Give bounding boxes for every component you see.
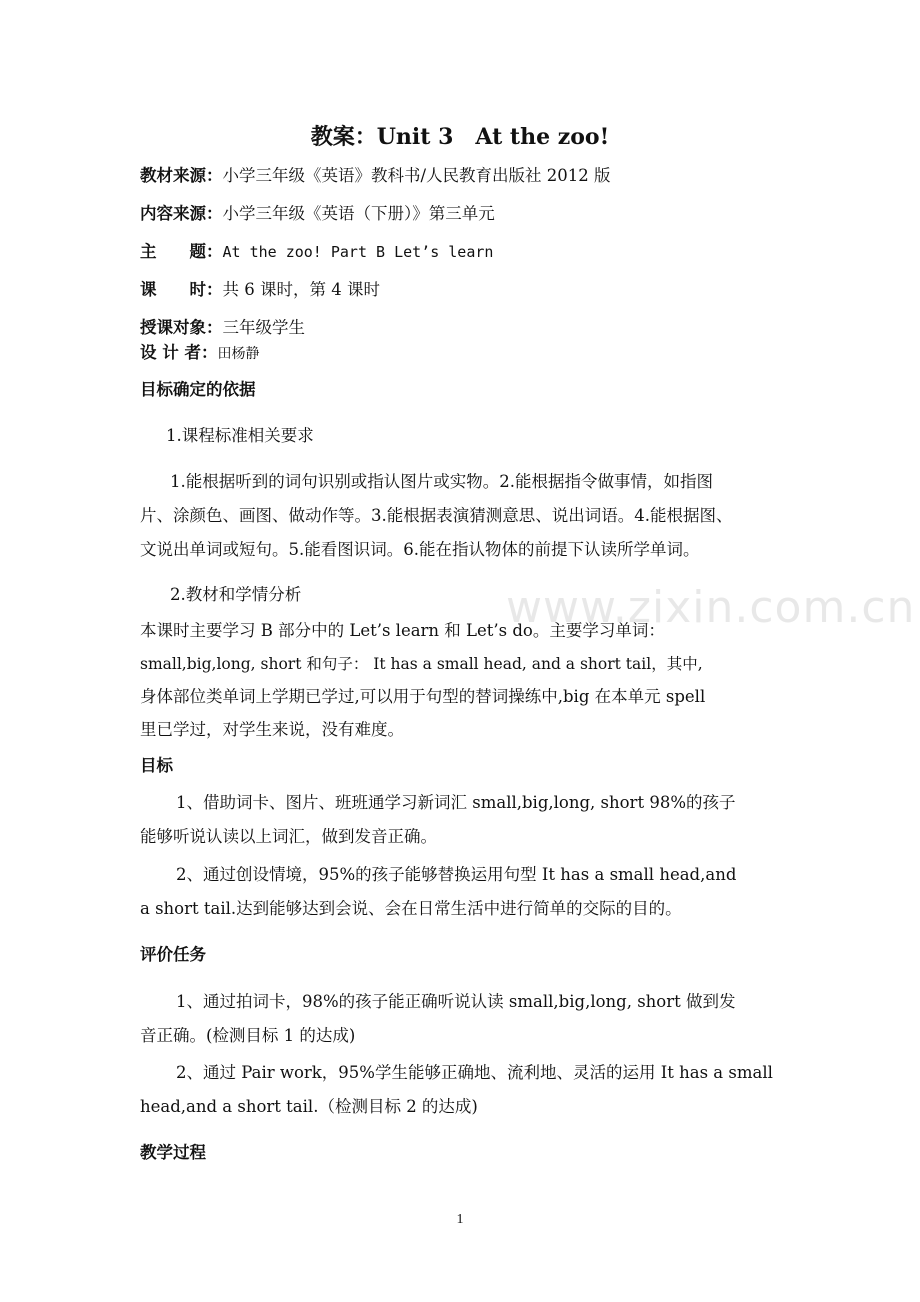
- topic-line: [140, 241, 493, 263]
- content-line: [140, 203, 495, 225]
- period-value: 共 6 课时，第 4 课时: [222, 280, 380, 299]
- basis-paragraph-2-line-4: 里已学过，对学生来说，没有难度。: [140, 720, 404, 739]
- period-label: 课 时：: [140, 280, 223, 299]
- goal-1-line-1: 1、借助词卡、图片、班班通学习新词汇 small,big,long, short 98%的孩子: [176, 793, 736, 812]
- basis-paragraph-2-line-1: 本课时主要学习 B 部分中的 Let’s learn 和 Let’s do。主要学习单词：: [140, 621, 665, 640]
- designer-label: 设 计 者：: [140, 343, 218, 362]
- task-1-line-2: 音正确。(检测目标 1 的达成): [140, 1026, 356, 1045]
- goal-2-line-1: 2、通过创设情境，95%的孩子能够替换运用句型 It has a small head,and: [176, 865, 737, 884]
- goals-heading: 目标: [140, 756, 173, 775]
- tasks-heading: 评价任务: [140, 945, 206, 964]
- task-2-line-1: 2、通过 Pair work，95%学生能够正确地、流利地、灵活的运用 It has a small: [176, 1063, 773, 1082]
- source-value: 小学三年级《英语》教科书/人民教育出版社 2012 版: [222, 166, 611, 185]
- basis-paragraph-1-line-2: 片、涂颜色、画图、做动作等。3.能根据表演猜测意思、说出词语。4.能根据图、: [140, 506, 733, 525]
- goal-1-line-2: 能够听说认读以上词汇，做到发音正确。: [140, 827, 437, 846]
- source-label: 教材来源：: [140, 166, 223, 185]
- designer-value: 田杨静: [217, 346, 260, 362]
- audience-line: [140, 317, 305, 339]
- content-label: 内容来源：: [140, 204, 223, 223]
- audience-value: 三年级学生: [222, 318, 305, 337]
- source-line: [140, 165, 611, 187]
- audience-label: 授课对象：: [140, 318, 223, 337]
- goal-2-line-2: a short tail.达到能够达到会说、会在日常生活中进行简单的交际的目的。: [140, 899, 682, 918]
- watermark: www.zixin.com.cn: [506, 582, 916, 633]
- task-2-line-2: head,and a short tail.（检测目标 2 的达成): [140, 1097, 478, 1116]
- basis-subheading-2: 2.教材和学情分析: [170, 585, 302, 604]
- basis-paragraph-1-line-3: 文说出单词或短句。5.能看图识词。6.能在指认物体的前提下认读所学单词。: [140, 540, 700, 559]
- basis-heading: 目标确定的依据: [140, 380, 256, 399]
- designer-line: [140, 342, 260, 365]
- process-heading: 教学过程: [140, 1143, 206, 1162]
- basis-subheading-1: 1.课程标准相关要求: [166, 426, 314, 445]
- topic-label: 主 题：: [140, 242, 223, 261]
- task-1-line-1: 1、通过拍词卡，98%的孩子能正确听说认读 small,big,long, short 做到发: [176, 992, 736, 1011]
- basis-paragraph-2-line-3: 身体部位类单词上学期已学过,可以用于句型的替词操练中,big 在本单元 spell: [140, 687, 706, 706]
- topic-value: At the zoo! Part B Let’s learn: [222, 243, 494, 261]
- basis-paragraph-1-line-1: 1.能根据听到的词句识别或指认图片或实物。2.能根据指令做事情，如指图: [170, 472, 713, 491]
- content-value: 小学三年级《英语（下册）》第三单元: [222, 204, 495, 223]
- page-number: 1: [456, 1212, 464, 1227]
- basis-paragraph-2-line-2: small,big,long, short 和句子： It has a small head, and a short tail，其中,: [140, 655, 703, 673]
- period-line: [140, 279, 380, 301]
- document-title: 教案：Unit 3 At the zoo!: [310, 124, 610, 150]
